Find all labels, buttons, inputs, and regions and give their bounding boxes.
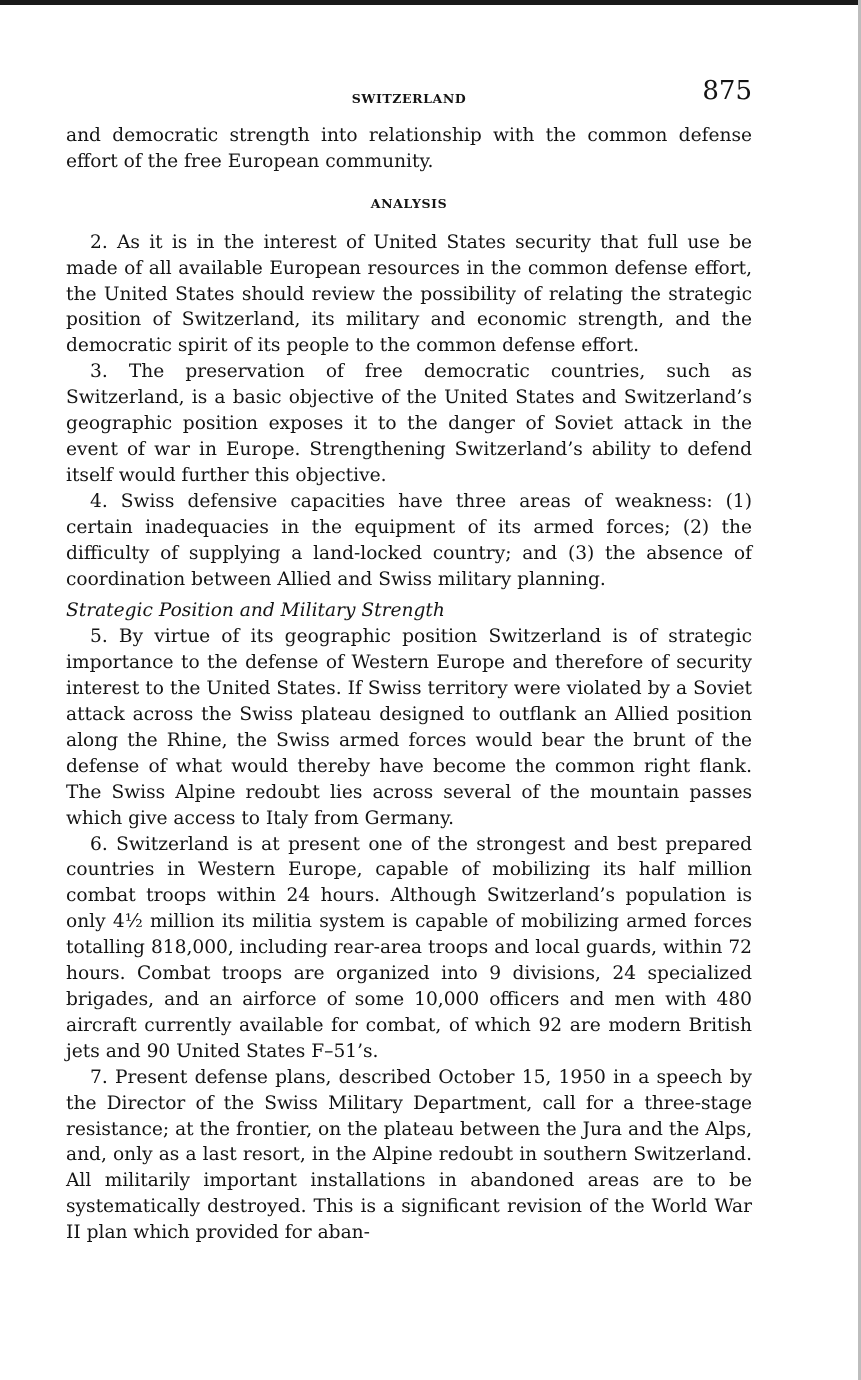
paragraph-7: 7. Present defense plans, described October 15, 1950 in a speech by the Director of the Swiss Military Department, call for a three-stage resistance; at the frontier, on the plateau between the Jura and the Alps, and, only as a last resort, in the Alpine redoubt in southern Switzerland. All militarily important installations in abandoned areas are to be systematically destroyed. This is a significant revision of the World War II plan which provided for aban-	[66, 1066, 752, 1244]
document-page	[66, 76, 752, 1246]
page-number: 875	[702, 76, 752, 106]
paragraph-3: 3. The preservation of free democratic countries, such as Switzerland, is a basic objective of the United States and Switzerland’s geographic position exposes it to the danger of Soviet attack in the event of war in Europe. Strengthening Switzerland’s ability to defend itself would further this objective.	[66, 361, 752, 486]
paragraph-2: 2. As it is in the interest of United States security that full use be made of all available European resources in the common defense effort, the United States should review the possibility of relating the strategic position of Switzerland, its military and economic strength, and the democratic spirit of its people to the common defense effort.	[66, 231, 752, 357]
paragraph-5: 5. By virtue of its geographic position Switzerland is of strategic importance to the defense of Western Europe and therefore of security interest to the United States. If Swiss territory were violated by a Soviet attack across the Swiss plateau designed to outflank an Allied position along the Rhine, the Swiss armed forces would bear the brunt of the defense of what would thereby have become the common right flank. The Swiss Alpine redoubt lies across several of the mountain passes which give access to Italy from Germany.	[66, 626, 752, 829]
paragraph-6: 6. Switzerland is at present one of the strongest and best prepared countries in Western Europe, capable of mobilizing its half million combat troops within 24 hours. Although Switzerland’s population is only 4½ million its militia system is capable of mobilizing armed forces totalling 818,000, including rear-area troops and local guards, within 72 hours. Combat troops are organized into 9 divisions, 24 specialized brigades, and an airforce of some 10,000 officers and men with 480 aircraft currently available for combat, of which 92 are modern British jets and 90 United States F–51’s.	[66, 833, 752, 1062]
page-top-edge	[0, 0, 861, 5]
running-header	[66, 76, 752, 110]
paragraph-4: 4. Swiss defensive capacities have three areas of weakness: (1) certain inadequacies in the equipment of its armed forces; (2) the difficulty of supplying a land-locked country; and (3) the absence of coordination between Allied and Swiss military planning.	[66, 490, 752, 590]
continuation-paragraph: and democratic strength into relationship with the common defense effort of the free European community.	[66, 125, 752, 172]
running-title: SWITZERLAND	[351, 91, 467, 106]
subheading: Strategic Position and Military Strength	[66, 600, 445, 622]
section-heading: ANALYSIS	[370, 195, 448, 211]
